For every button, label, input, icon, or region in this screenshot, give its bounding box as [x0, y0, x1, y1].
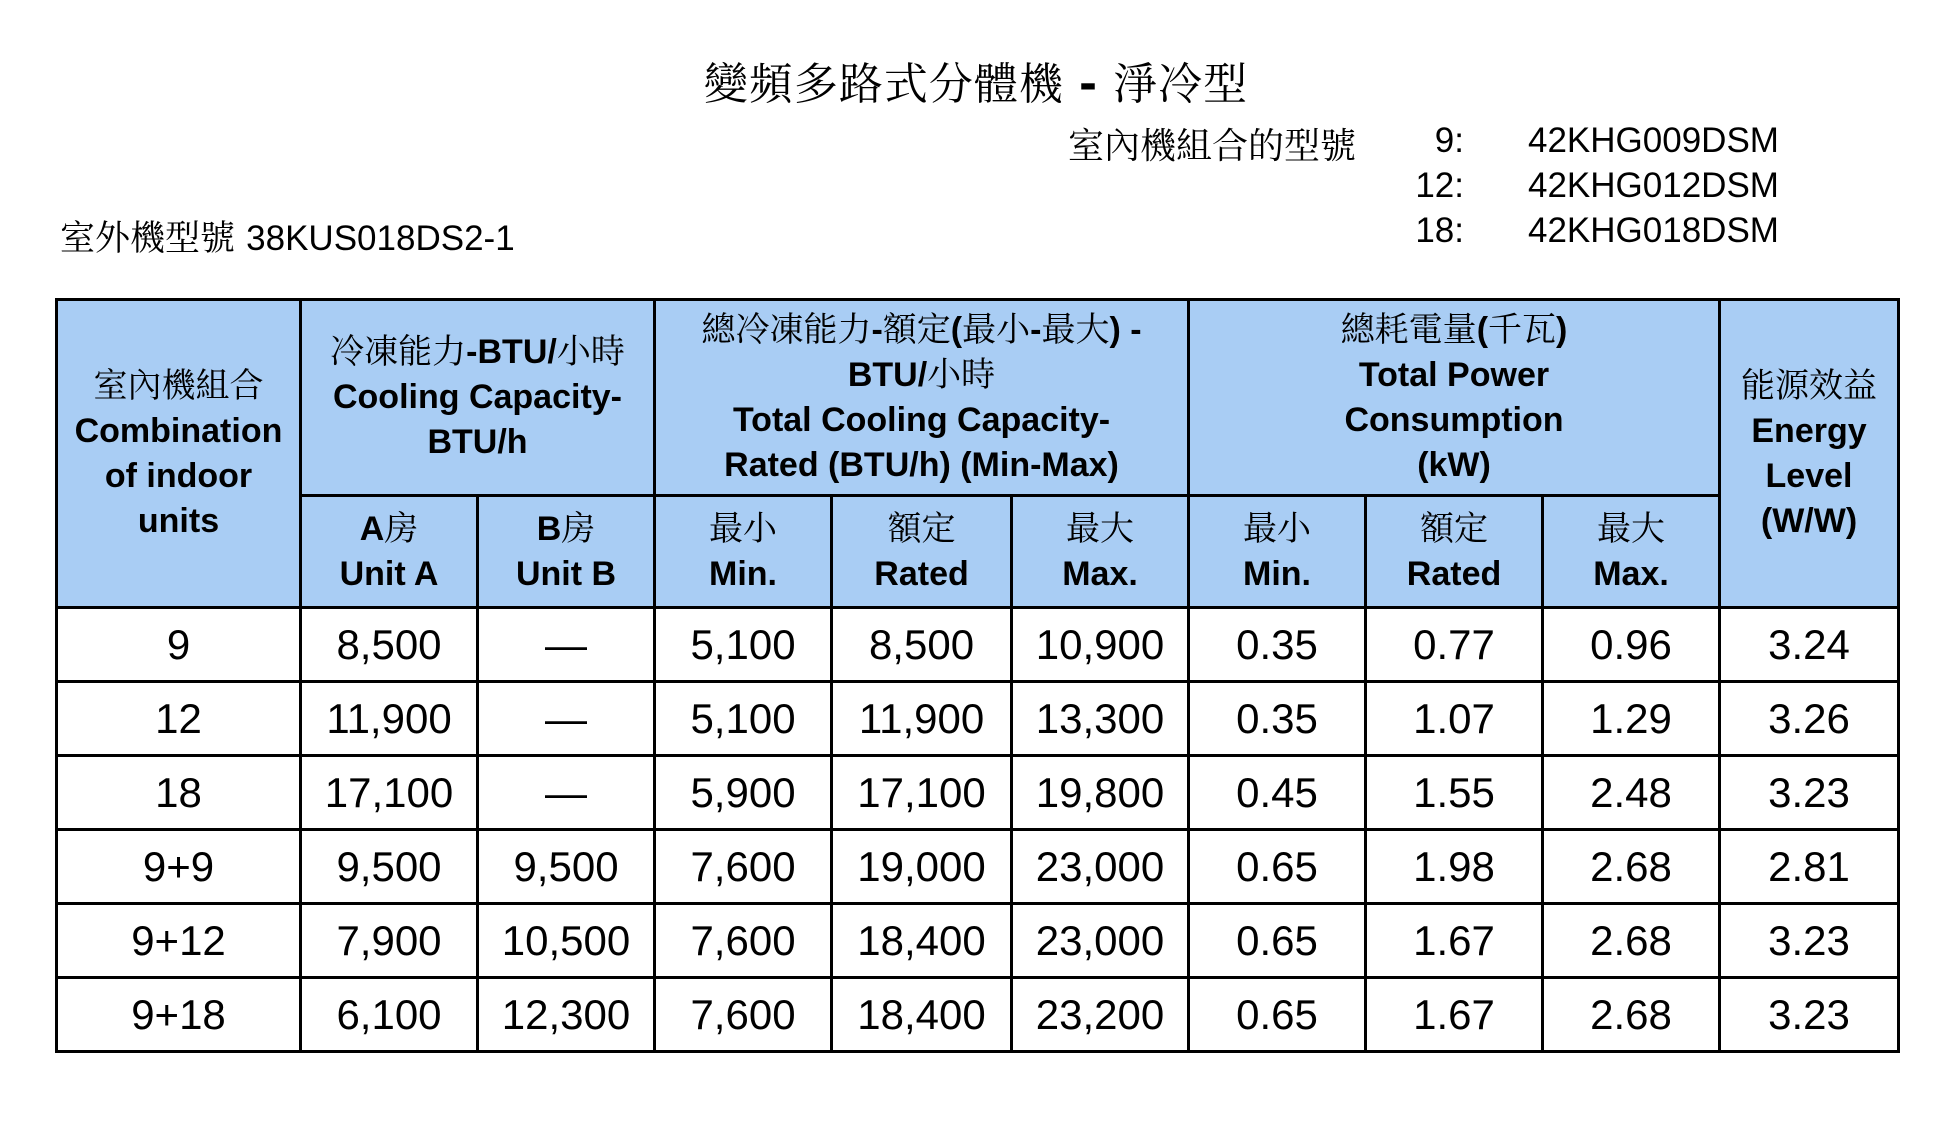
indoor-model-key: 12: [1415, 166, 1464, 205]
header-pw-rated-zh: 額定 [1420, 508, 1489, 549]
header-total-cooling-en: Total Cooling Capacity-Rated (BTU/h) (Min-Max) [724, 400, 1119, 484]
cell-cap-min: 5,100 [655, 682, 832, 756]
header-total-cooling-zh-a: 總冷凍能力 [701, 309, 872, 350]
cell-unit-a: 6,100 [301, 978, 478, 1052]
cell-unit-b: 9,500 [478, 830, 655, 904]
header-cap-max-en: Max. [1062, 554, 1138, 593]
cell-pw-rated: 1.67 [1366, 904, 1543, 978]
header-power [1189, 300, 1720, 496]
header-cap-max-zh: 最大 [1066, 508, 1135, 549]
header-unit-a-zh [302, 507, 476, 552]
header-unit-b-zh [479, 507, 653, 552]
cell-pw-rated: 0.77 [1366, 608, 1543, 682]
cell-cap-max: 13,300 [1012, 682, 1189, 756]
outdoor-model-number: 38KUS018DS2-1 [246, 219, 515, 258]
header-cooling-capacity-en: Cooling Capacity-BTU/h [332, 378, 623, 461]
cell-cap-rated: 8,500 [832, 608, 1012, 682]
indoor-model-number: 42KHG018DSM [1528, 211, 1779, 250]
cell-combination: 9+9 [57, 830, 301, 904]
header-pw-rated-en: Rated [1406, 554, 1502, 593]
cell-cap-min: 5,900 [655, 756, 832, 830]
table-row [57, 830, 1899, 904]
indoor-model-number: 42KHG009DSM [1528, 121, 1779, 160]
header-cap-min-zh: 最小 [709, 508, 778, 549]
header-power-paren-close: ) [1556, 310, 1568, 349]
outdoor-model [60, 211, 515, 261]
cell-unit-b: — [478, 608, 655, 682]
header-pw-max [1543, 496, 1720, 608]
cell-pw-rated: 1.55 [1366, 756, 1543, 830]
header-unit-a-en: Unit A [339, 554, 439, 593]
indoor-model-key: 18: [1415, 211, 1464, 250]
outdoor-model-label: 室外機型號 [60, 219, 236, 259]
spec-table [55, 298, 1900, 1053]
cell-pw-rated: 1.98 [1366, 830, 1543, 904]
indoor-model-number: 42KHG012DSM [1528, 166, 1779, 205]
cell-unit-b: — [478, 756, 655, 830]
cell-cap-max: 19,800 [1012, 756, 1189, 830]
cell-pw-max: 2.68 [1543, 830, 1720, 904]
header-energy-en: Energy Level (W/W) [1751, 411, 1867, 540]
indoor-models-label: 室內機組合的型號 [1068, 126, 1357, 167]
header-cap-min-en: Min. [709, 554, 777, 593]
header-power-zh-b: 千瓦 [1488, 309, 1557, 350]
header-pw-min-en: Min. [1243, 554, 1311, 593]
header-pw-rated [1366, 496, 1543, 608]
cell-pw-min: 0.65 [1189, 904, 1366, 978]
header-unit-a-letter: A [359, 509, 385, 548]
cell-pw-max: 2.48 [1543, 756, 1720, 830]
cell-combination: 9+12 [57, 904, 301, 978]
cell-unit-a: 8,500 [301, 608, 478, 682]
header-energy [1720, 300, 1899, 608]
cell-cap-max: 23,000 [1012, 830, 1189, 904]
table-row [57, 978, 1899, 1052]
cell-cap-rated: 18,400 [832, 978, 1012, 1052]
header-total-cooling-zh-c: 最小 [962, 309, 1031, 350]
title-sub: 淨冷型 [1113, 59, 1249, 110]
header-total-cooling-unit-zh: 小時 [927, 354, 996, 395]
cell-pw-min: 0.35 [1189, 608, 1366, 682]
cell-cap-rated: 19,000 [832, 830, 1012, 904]
header-cooling-capacity-zh-c: 小時 [556, 332, 625, 372]
cell-combination: 18 [57, 756, 301, 830]
cell-pw-min: 0.35 [1189, 682, 1366, 756]
cell-cap-rated: 17,100 [832, 756, 1012, 830]
cell-energy: 3.26 [1720, 682, 1899, 756]
header-combination-zh: 室內機組合 [93, 365, 264, 406]
header-total-cooling-zh-b: 額定 [882, 309, 951, 350]
header-unit-a [301, 496, 478, 608]
cell-pw-max: 0.96 [1543, 608, 1720, 682]
cell-unit-a: 7,900 [301, 904, 478, 978]
table-row [57, 756, 1899, 830]
header-row-sub [57, 496, 1899, 608]
title-dash: - [1078, 59, 1099, 110]
indoor-model-key: 9: [1434, 121, 1464, 160]
header-combination-en: Combination of indoor units [74, 411, 283, 540]
header-unit-a-room: 房 [384, 508, 419, 549]
cell-energy: 2.81 [1720, 830, 1899, 904]
header-cap-rated-zh: 額定 [887, 508, 956, 549]
cell-cap-max: 23,200 [1012, 978, 1189, 1052]
header-unit-b-letter: B [536, 509, 562, 548]
header-row-group [57, 300, 1899, 496]
table-row [57, 682, 1899, 756]
page-title [0, 48, 1952, 112]
indoor-model-row [1400, 118, 1828, 163]
header-total-cooling-unit-en: BTU/ [847, 355, 928, 394]
header-total-cooling-zh [656, 308, 1187, 353]
header-total-cooling-sep-b: ( [950, 310, 963, 349]
header-total-cooling [655, 300, 1189, 496]
header-power-paren-open: ( [1476, 310, 1489, 349]
header-pw-min [1189, 496, 1366, 608]
cell-cap-rated: 11,900 [832, 682, 1012, 756]
header-combination [57, 300, 301, 608]
cell-energy: 3.23 [1720, 904, 1899, 978]
table-row [57, 608, 1899, 682]
cell-pw-rated: 1.07 [1366, 682, 1543, 756]
header-total-cooling-zh-d: 最大 [1041, 309, 1110, 350]
cell-pw-max: 2.68 [1543, 904, 1720, 978]
cell-cap-max: 23,000 [1012, 904, 1189, 978]
header-power-en: Total Power Consumption (kW) [1344, 355, 1564, 484]
cell-energy: 3.24 [1720, 608, 1899, 682]
header-cooling-capacity [301, 300, 655, 496]
cell-cap-max: 10,900 [1012, 608, 1189, 682]
header-cooling-capacity-zh [302, 330, 653, 375]
cell-cap-min: 7,600 [655, 830, 832, 904]
cell-cap-min: 7,600 [655, 904, 832, 978]
header-total-cooling-sep-d: ) - [1109, 310, 1142, 349]
table-row [57, 904, 1899, 978]
cell-cap-rated: 18,400 [832, 904, 1012, 978]
header-pw-min-zh: 最小 [1243, 508, 1312, 549]
indoor-model-row [1400, 163, 1828, 208]
header-unit-b-en: Unit B [515, 554, 617, 593]
cell-energy: 3.23 [1720, 978, 1899, 1052]
cell-pw-min: 0.65 [1189, 830, 1366, 904]
title-main: 變頻多路式分體機 [703, 59, 1064, 110]
header-unit-b-room: 房 [561, 508, 596, 549]
header-pw-max-en: Max. [1593, 554, 1669, 593]
header-pw-max-zh: 最大 [1597, 508, 1666, 549]
cell-pw-max: 1.29 [1543, 682, 1720, 756]
cell-unit-a: 17,100 [301, 756, 478, 830]
cell-unit-a: 9,500 [301, 830, 478, 904]
cell-pw-min: 0.65 [1189, 978, 1366, 1052]
header-total-cooling-sep-a: - [871, 310, 883, 349]
cell-pw-min: 0.45 [1189, 756, 1366, 830]
indoor-model-row [1400, 208, 1828, 253]
header-energy-zh: 能源效益 [1741, 365, 1878, 406]
header-power-zh [1190, 308, 1718, 353]
header-cap-rated [832, 496, 1012, 608]
cell-cap-min: 5,100 [655, 608, 832, 682]
header-cap-min [655, 496, 832, 608]
cell-unit-b: 10,500 [478, 904, 655, 978]
cell-energy: 3.23 [1720, 756, 1899, 830]
cell-combination: 12 [57, 682, 301, 756]
cell-unit-a: 11,900 [301, 682, 478, 756]
header-power-zh-a: 總耗電量 [1340, 309, 1477, 350]
header-total-cooling-unit [656, 353, 1187, 398]
cell-pw-rated: 1.67 [1366, 978, 1543, 1052]
cell-combination: 9 [57, 608, 301, 682]
indoor-models-list [1400, 118, 1828, 253]
cell-combination: 9+18 [57, 978, 301, 1052]
cell-cap-min: 7,600 [655, 978, 832, 1052]
cell-pw-max: 2.68 [1543, 978, 1720, 1052]
header-cap-rated-en: Rated [874, 554, 969, 593]
cell-unit-b: 12,300 [478, 978, 655, 1052]
header-cooling-capacity-zh-b: -BTU/ [466, 333, 557, 371]
header-cap-max [1012, 496, 1189, 608]
cell-unit-b: — [478, 682, 655, 756]
header-total-cooling-sep-c: - [1030, 310, 1042, 349]
header-cooling-capacity-zh-a: 冷凍能力 [330, 332, 467, 372]
header-unit-b [478, 496, 655, 608]
